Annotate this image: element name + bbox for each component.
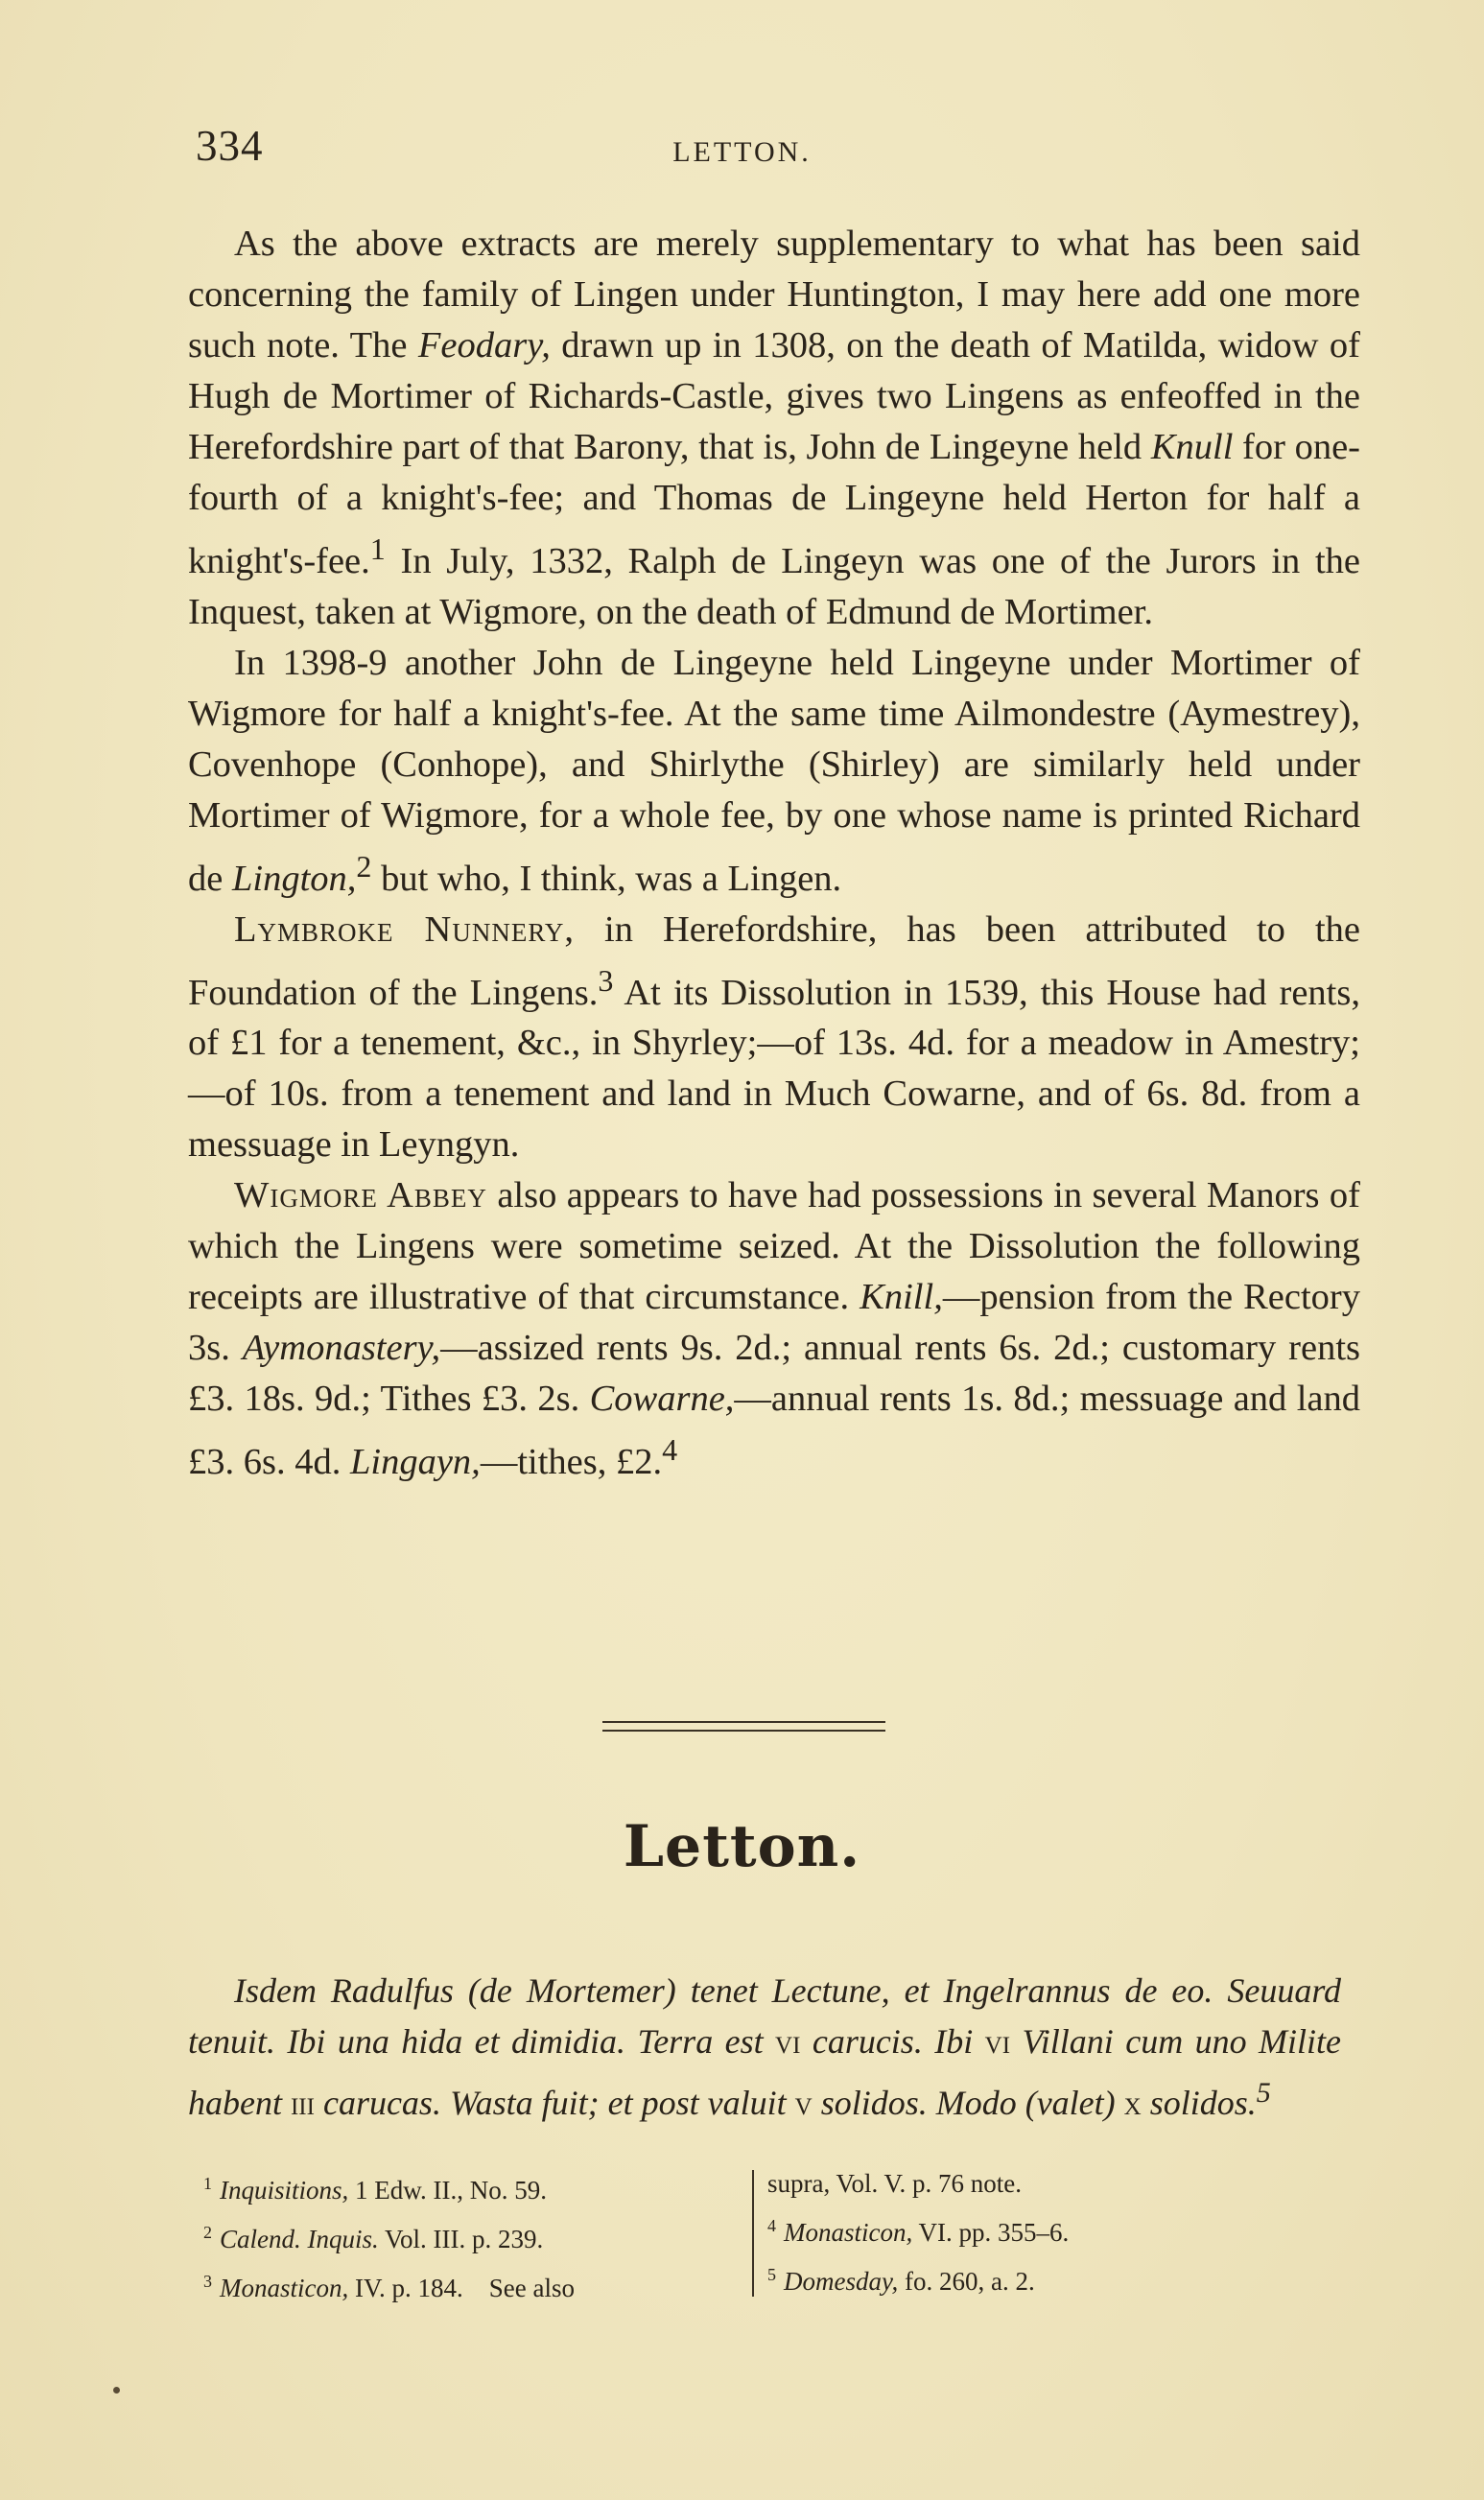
footnotes-left-column (203, 2162, 741, 2309)
paragraph-4: Wigmore Abbey also appears to have had possessions in several Manors of which the Lingens were sometime seized. At the Dissolution the following receipts are illustrative of that circumstance. Knill,—pension from the Rectory 3s. Aymonastery,—assized rents 9s. 2d.; annual rents 6s. 2d.; customary rents £3. 18s. 9d.; Tithes £3. 2s. Cowarne,—annual rents 1s. 8d.; messuage and land £3. 6s. 4d. Lingayn,—tithes, £2.$^4$ (188, 1175, 1360, 1483)
paragraph-1: As the above extracts are merely supplementary to what has been said concerning the family of Lingen under Huntington, I may here add one more such note. The Feodary, drawn up in 1308, on the death of Matilda, widow of Hugh de Mortimer of Richards-Castle, gives two Lingens as enfeoffed in the Herefordshire part of that Barony, that is, John de Lingeyne held Knull for one-fourth of a knight's-fee; and Thomas de Lingeyne held Herton for half a knight's-fee.$^1$ In July, 1332, Ralph de Lingeyn was one of the Jurors in the Inquest, taken at Wigmore, on the death of Edmund de Mortimer. (188, 224, 1360, 632)
wigmore-abbey: Wigmore Abbey (234, 1175, 487, 1216)
feodary-term: Feodary, (417, 325, 551, 366)
footnote-ref-3: 3 (598, 962, 614, 998)
section-divider (602, 1721, 885, 1732)
footnote-3-continued: supra, Vol. V. p. 76 note. (767, 2169, 1023, 2198)
footnote-column-divider (752, 2170, 754, 2297)
domesday-extract: Isdem Radulfus (de Mortemer) tenet Lectune, et Ingelrannus de eo. Seuuard tenuit. Ibi una hida et dimidia. Terra est vi carucis. Ibi vi Villani cum uno Milite habent iii carucas. Wasta fuit; et post valuit v solidos. Modo (valet) x solidos.$^5$ (188, 1971, 1342, 2122)
footnote-ref-5: 5 (1256, 2077, 1271, 2109)
body-text (188, 219, 1360, 1488)
knull-term: Knull (1150, 427, 1234, 467)
section-title: Letton. (623, 1813, 861, 1880)
page-number: 334 (196, 122, 264, 170)
lington-term: Lington, (231, 858, 357, 899)
footnote-ref-4: 4 (662, 1432, 678, 1468)
footnote-4: $^4$ Monasticon, VI. pp. 355–6. (767, 2216, 1070, 2247)
footnote-2: $^2$ Calend. Inquis. Vol. III. p. 239. (203, 2223, 544, 2253)
footnote-ref-1: 1 (369, 531, 386, 566)
lingayn-term: Lingayn, (349, 1442, 481, 1483)
footnote-1: $^1$ Inquisitions, 1 Edw. II., No. 59. (203, 2174, 547, 2205)
aymonastery-term: Aymonastery, (242, 1328, 441, 1369)
footnote-5: $^5$ Domesday, fo. 260, a. 2. (767, 2265, 1035, 2296)
footnote-ref-2: 2 (356, 848, 372, 884)
cowarne-term: Cowarne, (589, 1379, 735, 1420)
paragraph-2: In 1398-9 another John de Lingeyne held Lingeyne under Mortimer of Wigmore for half a knight's-fee. At the same time Ailmondestre (Aymestrey), Covenhope (Conhope), and Shirlythe (Shirley) are similarly held under Mortimer of Wigmore, for a whole fee, by one whose name is printed Richard de Lington,$^2$ but who, I think, was a Lingen. (188, 642, 1360, 899)
knill-term: Knill, (860, 1277, 943, 1318)
footnote-3: $^3$ Monasticon, IV. p. 184. See also (203, 2272, 575, 2302)
running-head: LETTON. (672, 136, 812, 168)
lymbroke-nunnery: Lymbroke Nunnery, (234, 908, 575, 950)
paragraph-3: Lymbroke Nunnery, in Herefordshire, has been attributed to the Foundation of the Lingens.$^3$ At its Dissolution in 1539, this House had rents, of £1 for a tenement, &c., in Shyrley;—of 13s. 4d. for a meadow in Amestry;—of 10s. from a tenement and land in Much Cowarne, and of 6s. 8d. from a messuage in Leyngyn. (188, 908, 1360, 1166)
page-speck (113, 2387, 120, 2394)
footnotes-right-column (767, 2162, 1305, 2302)
